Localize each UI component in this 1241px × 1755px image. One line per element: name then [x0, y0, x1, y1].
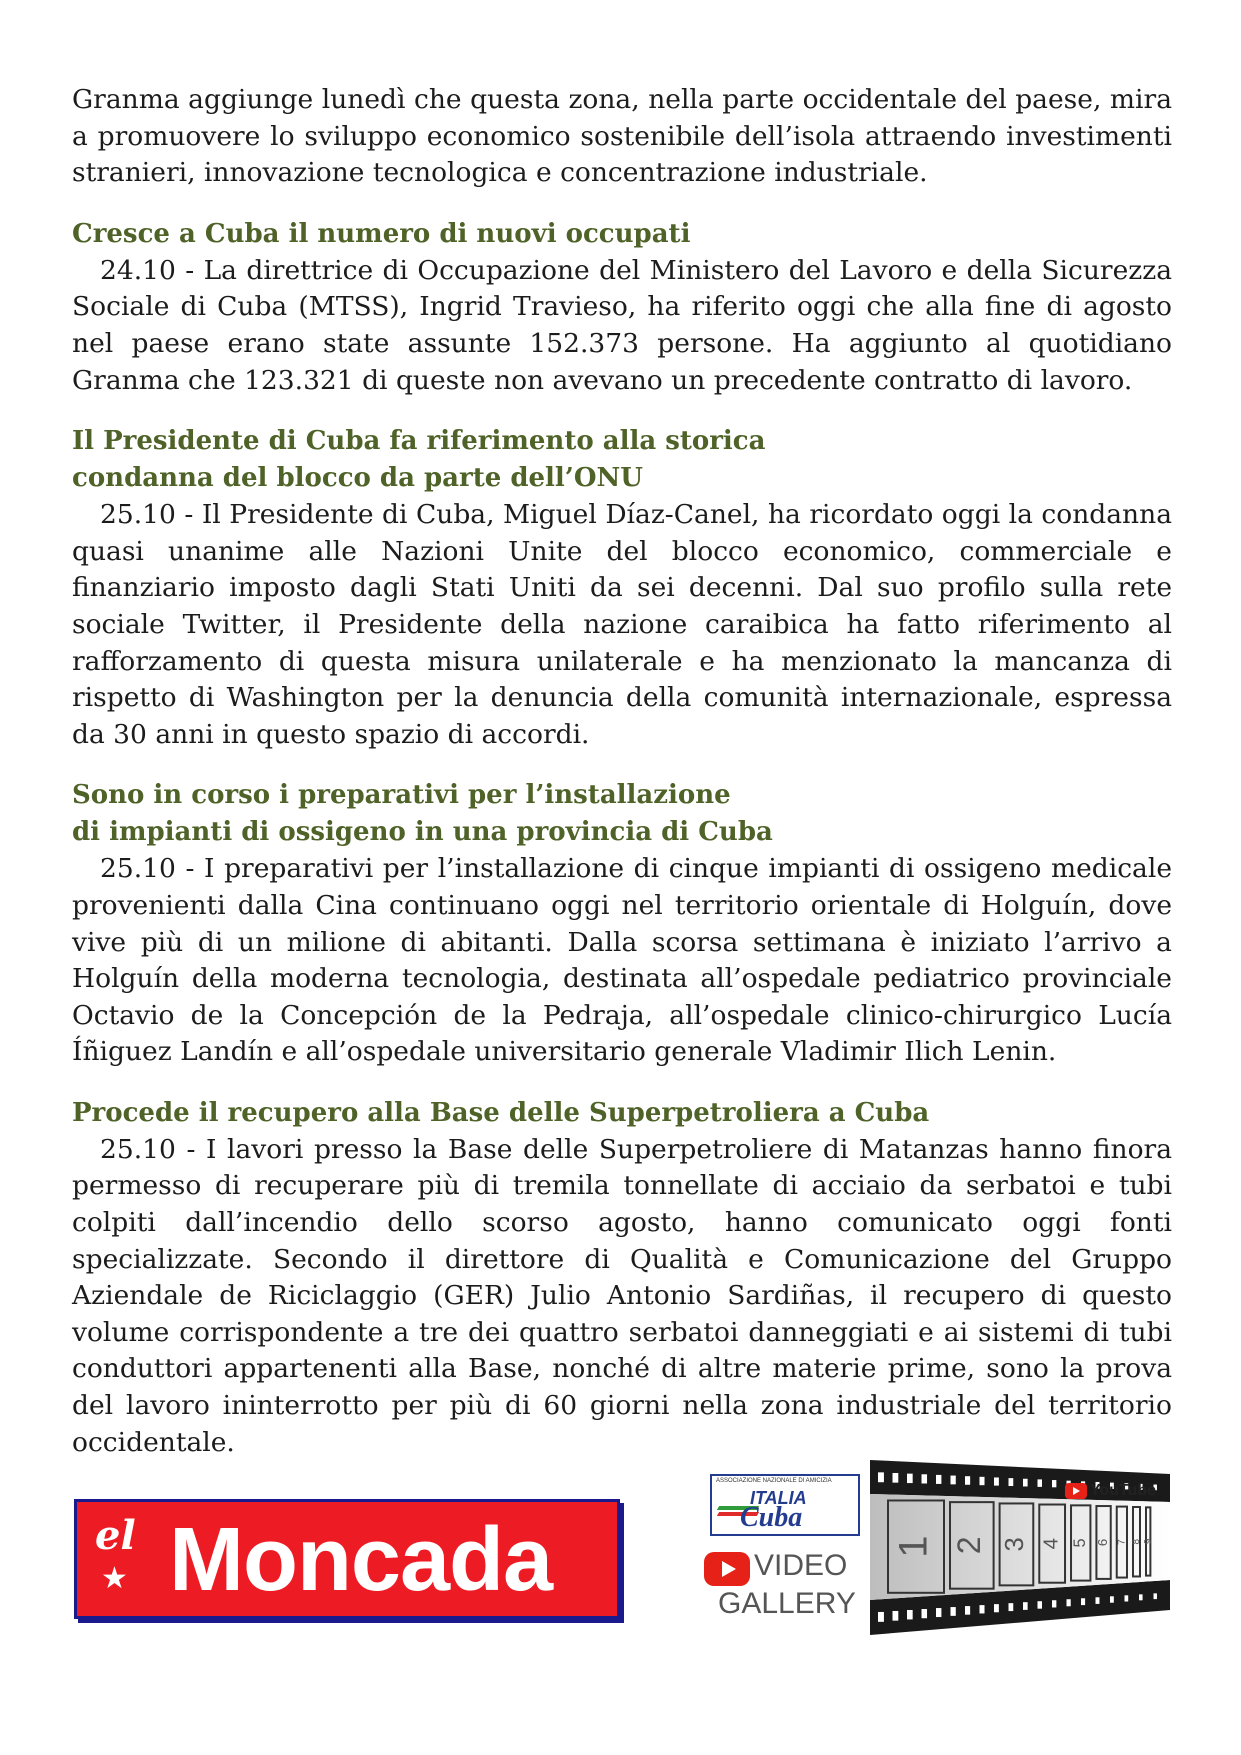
sprocket-hole	[1110, 1596, 1114, 1602]
article-employment	[72, 216, 1172, 399]
article-heading	[72, 1095, 1172, 1132]
sprocket-hole	[878, 1612, 884, 1622]
sprocket-hole	[893, 1611, 899, 1621]
film-digit: 5	[1071, 1538, 1090, 1548]
article-heading	[72, 216, 1172, 253]
sprocket-hole	[965, 1476, 970, 1485]
article-oxygen	[72, 777, 1172, 1071]
heading-line: Il Presidente di Cuba fa riferimento alla storica	[72, 426, 766, 457]
sprocket-hole	[1052, 1480, 1056, 1487]
heading-line: condanna del blocco da parte dell’ONU	[72, 463, 643, 494]
article-body: 24.10 - La direttrice di Occupazione del Ministero del Lavoro e della Sicurezza Sociale di Cuba (MTSS), Ingrid Travieso, ha riferito oggi che alla fine di agosto nel paese erano state assunte 152.373 persone. Ha aggiunto al quotidiano Granma che 123.321 di queste non avevano un precedente contratto di lavoro.	[72, 254, 1172, 396]
video-gallery-banner[interactable]	[700, 1460, 1170, 1635]
youtube-button-icon	[1065, 1483, 1087, 1499]
heading-line: di impianti di ossigeno in una provincia di Cuba	[72, 817, 773, 848]
sprocket-hole	[1154, 1593, 1157, 1599]
sprocket-hole	[922, 1474, 928, 1483]
sprocket-hole	[907, 1610, 913, 1619]
sprocket-hole	[1038, 1479, 1042, 1486]
logo-word: Moncada	[169, 1510, 553, 1610]
italia-label: ITALIA	[750, 1488, 807, 1508]
article-heading	[72, 423, 1172, 497]
gallery-label: GALLERY	[718, 1587, 856, 1620]
sprocket-hole	[1067, 1599, 1071, 1606]
sprocket-hole	[1023, 1479, 1028, 1487]
sprocket-hole	[1125, 1595, 1129, 1601]
article-body: 25.10 - I lavori presso la Base delle Superpetroliere di Matanzas hanno finora permesso di recuperare più di tremila tonnellate di acciaio da serbatoi e tubi colpiti dall’incendio dello scorso agosto, hanno comunicato oggi fonti specializzate. Secondo il direttore di Qualità e Comunicazione del Gruppo Aziendale de Riciclaggio (GER) Julio Antonio Sardiñas, il recupero di questo volume corrispondente a tre dei quattro serbatoi danneggiati e ai sistemi di tubi conduttori appartenenti alla Base, nonché di altre materie prime, sono la prova del lavoro ininterrotto per più di 60 giorni nella zona industriale del territorio occidentale.	[72, 1133, 1172, 1458]
film-digit: 1	[891, 1535, 936, 1558]
sprocket-hole	[980, 1605, 985, 1613]
sprocket-hole	[965, 1606, 970, 1615]
film-digit: 8	[1131, 1538, 1143, 1545]
film-digit: 4	[1039, 1537, 1063, 1550]
film-digit: 9	[1142, 1538, 1154, 1545]
article-supertanker	[72, 1095, 1172, 1461]
logo-prefix: el	[95, 1512, 136, 1559]
italia-cuba-logo	[710, 1474, 860, 1536]
sprocket-hole	[936, 1475, 941, 1484]
article-body: 25.10 - I preparativi per l’installazione di cinque impianti di ossigeno medicale provenienti dalla Cina continuano oggi nel territorio orientale di Holguín, dove vive più di un milione di abitanti. Dalla scorsa settimana è iniziato l’arrivo a Holguín della moderna tecnologia, destinata all’ospedale pediatrico provinciale Octavio de la Concepción de la Pedraja, all’ospedale clinico-chirurgico Lucía Íñiguez Landín e all’ospedale universitario generale Vladimir Ilich Lenin.	[72, 853, 1172, 1068]
el-moncada-logo[interactable]	[74, 1499, 620, 1619]
film-digit: 6	[1095, 1538, 1111, 1547]
film-digit: 7	[1116, 1539, 1128, 1545]
sprocket-hole	[994, 1604, 999, 1612]
video-label: VIDEO	[754, 1549, 848, 1582]
article-blockade	[72, 423, 1172, 753]
film-digit: 3	[1001, 1537, 1030, 1552]
sprocket-hole	[936, 1608, 941, 1617]
sprocket-hole	[951, 1476, 956, 1485]
sprocket-hole	[1009, 1603, 1014, 1611]
youtube-label: YouTube	[1089, 1482, 1156, 1499]
heading-line: Cresce a Cuba il numero di nuovi occupati	[72, 218, 691, 249]
sprocket-hole	[922, 1609, 928, 1618]
youtube-play-icon	[704, 1552, 750, 1586]
sprocket-hole	[893, 1473, 899, 1483]
sprocket-hole	[1009, 1478, 1014, 1486]
film-digit: 2	[951, 1536, 988, 1555]
film-strip-graphic	[870, 1460, 1170, 1635]
page-content	[72, 82, 1172, 1461]
sprocket-hole	[1038, 1601, 1042, 1608]
sprocket-hole	[1081, 1598, 1085, 1605]
association-label: ASSOCIAZIONE NAZIONALE DI AMICIZIA	[716, 1478, 832, 1484]
sprocket-hole	[951, 1607, 956, 1616]
intro-paragraph: Granma aggiunge lunedì che questa zona, nella parte occidentale del paese, mira a promuovere lo sviluppo economico sostenibile dell’isola attraendo investimenti stranieri, innovazione tecnologica e concentrazione industriale.	[72, 84, 1172, 189]
sprocket-hole	[994, 1477, 999, 1485]
heading-line: Procede il recupero alla Base delle Superpetroliera a Cuba	[72, 1097, 930, 1128]
sprocket-hole	[1052, 1600, 1056, 1607]
article-heading	[72, 777, 1172, 851]
sprocket-hole	[878, 1472, 884, 1482]
star-icon: ★	[101, 1561, 128, 1596]
sprocket-hole	[980, 1477, 985, 1485]
heading-line: Sono in corso i preparativi per l’installazione	[72, 780, 731, 811]
sprocket-hole	[907, 1474, 913, 1483]
article-body: 25.10 - Il Presidente di Cuba, Miguel Díaz-Canel, ha ricordato oggi la condanna quasi unanime alle Nazioni Unite del blocco economico, commerciale e finanziario imposto dagli Stati Uniti da sei decenni. Dal suo profilo sulla rete sociale Twitter, il Presidente della nazione caraibica ha fatto riferimento al rafforzamento di questa misura unilaterale e ha menzionato la mancanza di rispetto di Washington per la denuncia della comunità internazionale, espressa da 30 anni in questo spazio di accordi.	[72, 499, 1172, 750]
sprocket-hole	[1096, 1597, 1100, 1604]
sprocket-hole	[1023, 1602, 1028, 1610]
youtube-logo	[1065, 1482, 1156, 1500]
cuba-label: Cuba	[740, 1502, 803, 1533]
sprocket-hole	[1139, 1594, 1143, 1600]
